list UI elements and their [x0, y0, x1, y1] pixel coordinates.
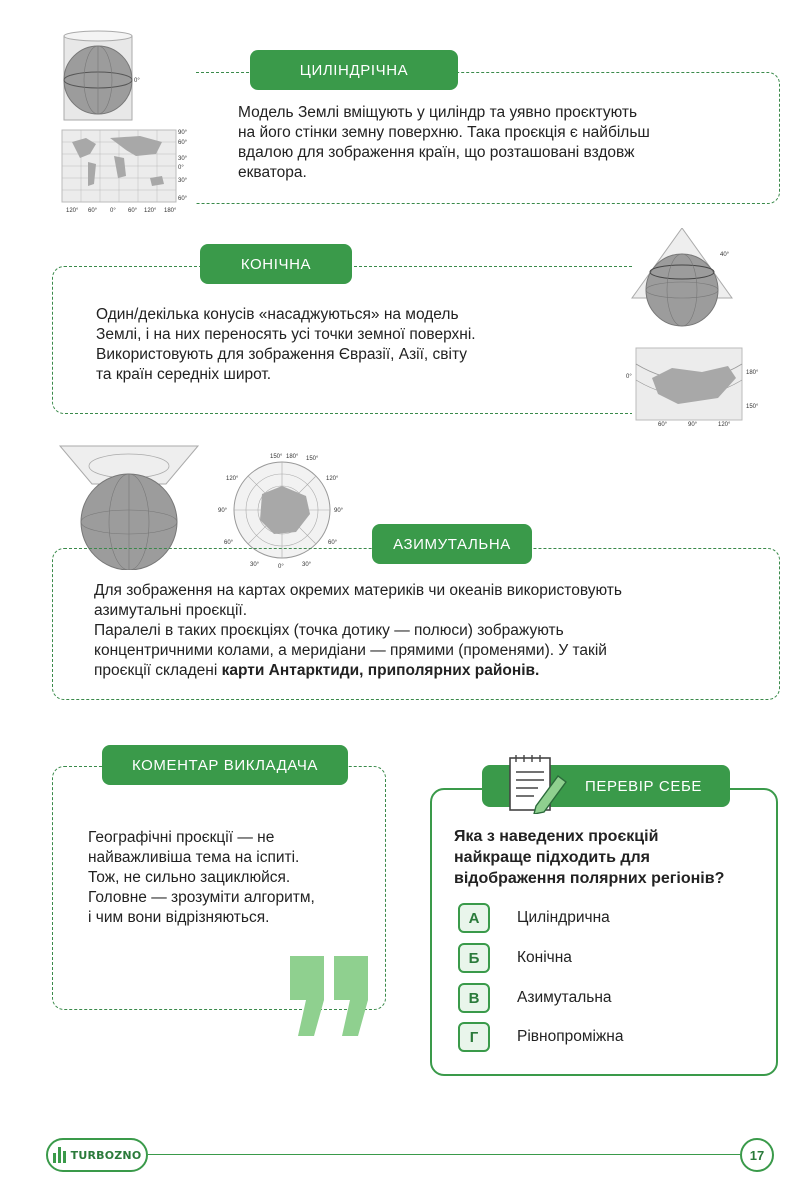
lat-label: 60° [178, 196, 188, 202]
polar-label: 60° [224, 540, 234, 546]
cylinder-globe-label: 0° [134, 78, 140, 84]
polar-label: 0° [278, 564, 284, 570]
option-letter[interactable]: Б [458, 943, 490, 973]
option-label[interactable]: Азимутальна [517, 989, 612, 1006]
cone-label: 40° [720, 252, 730, 258]
polar-label: 30° [302, 562, 312, 568]
footer-logo [46, 1138, 148, 1172]
conic-map-label: 180° [746, 370, 759, 376]
comment-tag: КОМЕНТАР ВИКЛАДАЧА [102, 745, 348, 785]
lon-label: 120° [144, 208, 157, 214]
lat-label: 60° [178, 140, 188, 146]
azimuthal-tag: АЗИМУТАЛЬНА [372, 524, 532, 564]
conic-tag: КОНІЧНА [200, 244, 352, 284]
option-letter[interactable]: В [458, 983, 490, 1013]
option-letter[interactable]: А [458, 903, 490, 933]
text-line: та країн середніх широт. [96, 366, 272, 383]
cylindrical-text [238, 103, 768, 183]
lon-label: 180° [164, 208, 177, 214]
quiz-question [454, 826, 774, 889]
conic-text [96, 305, 616, 385]
footer-brand: TURBOZNO [70, 1148, 142, 1162]
option-letter[interactable]: Г [458, 1022, 490, 1052]
text-bold: карти Антарктиди, приполярних районів. [221, 662, 540, 679]
question-line: відображення полярних регіонів? [454, 870, 725, 887]
quiz-tag-label: ПЕРЕВІР СЕБЕ [584, 777, 702, 795]
lon-label: 60° [88, 208, 98, 214]
cylindrical-figure [58, 30, 198, 220]
conic-map-label: 60° [658, 422, 668, 428]
polar-label: 30° [250, 562, 260, 568]
lon-label: 120° [66, 208, 79, 214]
polar-label: 150° [270, 454, 283, 460]
cylinder-lat-labels [178, 130, 188, 202]
text-line: Один/декілька конусів «насаджуються» на модель [96, 306, 459, 323]
text-line: Головне — зрозуміти алгоритм, [88, 889, 315, 906]
page-number [740, 1138, 774, 1172]
text-line: вдалою для зображення країн, що розташовані вздовж [238, 144, 635, 161]
question-line: найкраще підходить для [454, 849, 651, 866]
conic-map-label: 120° [718, 422, 731, 428]
page-number-text: 17 [749, 1147, 765, 1163]
azimuthal-text [94, 581, 774, 681]
conic-figure [622, 228, 772, 428]
option-label[interactable]: Циліндрична [517, 909, 610, 926]
text-line: азимутальні проєкції. [94, 602, 248, 619]
lon-label: 0° [110, 208, 116, 214]
text-line: Землі, і на них переносять усі точки земної поверхні. [96, 326, 476, 343]
polar-label: 120° [226, 476, 239, 482]
polar-label: 60° [328, 540, 338, 546]
cylinder-lon-labels [66, 208, 177, 214]
notepad-pencil-icon [506, 752, 572, 814]
text-line: найважливіша тема на іспиті. [88, 849, 300, 866]
lon-label: 60° [128, 208, 138, 214]
text-line: Використовують для зображення Євразії, Азії, світу [96, 346, 467, 363]
polar-label: 90° [334, 508, 344, 514]
polar-label: 150° [306, 456, 319, 462]
text-line: екватора. [238, 164, 307, 181]
conic-map-label: 90° [688, 422, 698, 428]
text-line: на його стінки земну поверхню. Така проєкція є найбільш [238, 124, 650, 141]
option-label[interactable]: Рівнопроміжна [517, 1028, 624, 1045]
text-line: Для зображення на картах окремих материків чи океанів використовують [94, 582, 622, 599]
polar-label: 90° [218, 508, 228, 514]
text-line: Паралелі в таких проєкціях (точка дотику — полюси) зображують [94, 622, 564, 639]
conic-map-label: 0° [626, 374, 632, 380]
text-line: Модель Землі вміщують у циліндр та уявно проєктують [238, 104, 638, 121]
footer-line [148, 1154, 740, 1155]
lat-label: 30° [178, 178, 188, 184]
quote-mark-icon [288, 956, 372, 1038]
text-line: і чим вони відрізняються. [88, 909, 270, 926]
text-line: концентричними колами, а меридіани — прямими (променями). У такій [94, 642, 607, 659]
lat-label: 0° [178, 165, 184, 171]
lat-label: 30° [178, 156, 188, 162]
conic-map-label: 150° [746, 404, 759, 410]
text-line: Тож, не сильно зациклюйся. [88, 869, 291, 886]
lat-label: 90° [178, 130, 188, 136]
polar-label: 120° [326, 476, 339, 482]
cylindrical-tag: ЦИЛІНДРІЧНА [250, 50, 458, 90]
option-label[interactable]: Конічна [517, 949, 572, 966]
polar-label: 180° [286, 454, 299, 460]
comment-text [88, 828, 368, 928]
text-line: Географічні проєкції — не [88, 829, 275, 846]
question-line: Яка з наведених проєкцій [454, 828, 659, 845]
text-line [94, 661, 774, 681]
bars-logo-icon [53, 1147, 67, 1163]
text-plain: проєкції складені [94, 662, 222, 679]
